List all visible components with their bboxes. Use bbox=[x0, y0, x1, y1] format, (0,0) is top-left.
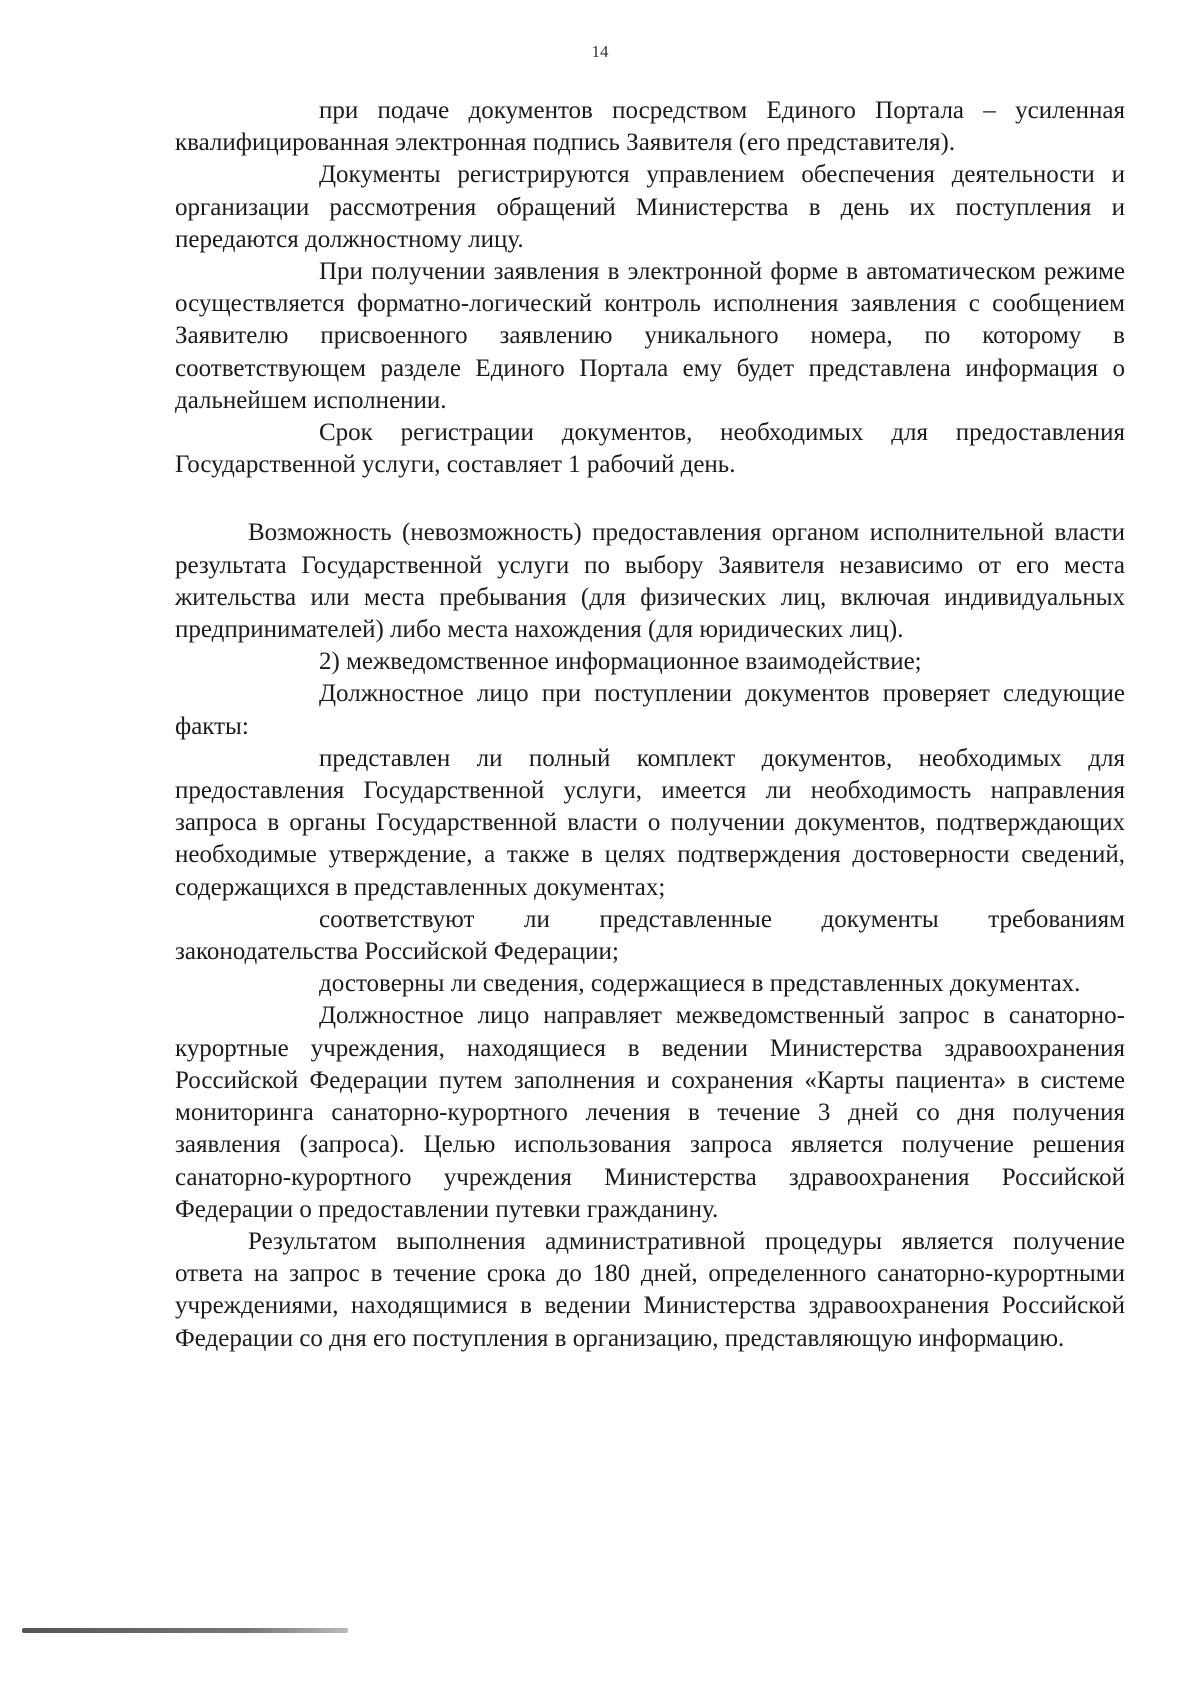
paragraph-complete-set: представлен ли полный комплект документов, необходимых для предоставления Государственной услуги, имеется ли необходимость направления запроса в органы Государственной власти о получении документов, подтверждающих необходимые утверждение, а также в целях подтверждения достоверности сведений, содержащихся в представленных документах; bbox=[175, 744, 1125, 901]
paragraph-interagency-heading: 2) межведомственное информационное взаимодействие; bbox=[319, 648, 922, 676]
paragraph-interagency-request: Должностное лицо направляет межведомственный запрос в санаторно-курортные учреждения, находящиеся в ведении Министерства здравоохранения Российской Федерации путем заполнения и сохранения «Карты пациента» в системе мониторинга санаторно-курортного лечения в течение 3 дней со дня получения заявления (запроса). Целью использования запроса является получение решения санаторно-курортного учреждения Министерства здравоохранения Российской Федерации о предоставлении путевки гражданину. bbox=[175, 1002, 1125, 1223]
page-number: 14 bbox=[591, 42, 609, 61]
paragraph-official-checks: Должностное лицо при поступлении документов проверяет следующие факты: bbox=[175, 680, 1125, 740]
paragraph-registration-term: Срок регистрации документов, необходимых для предоставления Государственной услуги, составляет 1 рабочий день. bbox=[175, 419, 1125, 479]
paragraph-procedure-result: Результатом выполнения административной процедуры является получение ответа на запрос в течение срока до 180 дней, определенного санаторно-курортными учреждениями, находящимися в ведении Министерства здравоохранения Российской Федерации со дня его поступления в организацию, представляющую информацию. bbox=[175, 1227, 1125, 1352]
paragraph-digital-signature: при подаче документов посредством Единого Портала – усиленная квалифицированная электронная подпись Заявителя (его представителя). bbox=[175, 97, 1125, 157]
document-body bbox=[175, 95, 1125, 1355]
paragraph-electronic-application: При получении заявления в электронной форме в автоматическом режиме осуществляется форматно-логический контроль исполнения заявления с сообщением Заявителю присвоенного заявлению уникального номера, по которому в соответствующем разделе Единого Портала ему будет представлена информация о дальнейшем исполнении. bbox=[175, 258, 1125, 414]
footer-rule bbox=[22, 1628, 348, 1633]
paragraph-legislation-compliance: соответствуют ли представленные документы требованиям законодательства Российской Федерации; bbox=[175, 905, 1125, 966]
paragraph-possibility: Возможность (невозможность) предоставления органом исполнительной власти результата Государственной услуги по выбору Заявителя независимо от его места жительства или места пребывания (для физических лиц, включая индивидуальных предпринимателей) либо места нахождения (для юридических лиц). bbox=[175, 519, 1125, 644]
paragraph-reliability: достоверны ли сведения, содержащиеся в представленных документах. bbox=[319, 970, 1081, 998]
paragraph-document-registration: Документы регистрируются управлением обеспечения деятельности и организации рассмотрения обращений Министерства в день их поступления и передаются должностному лицу. bbox=[175, 161, 1125, 253]
paragraph-gap bbox=[175, 481, 1125, 517]
